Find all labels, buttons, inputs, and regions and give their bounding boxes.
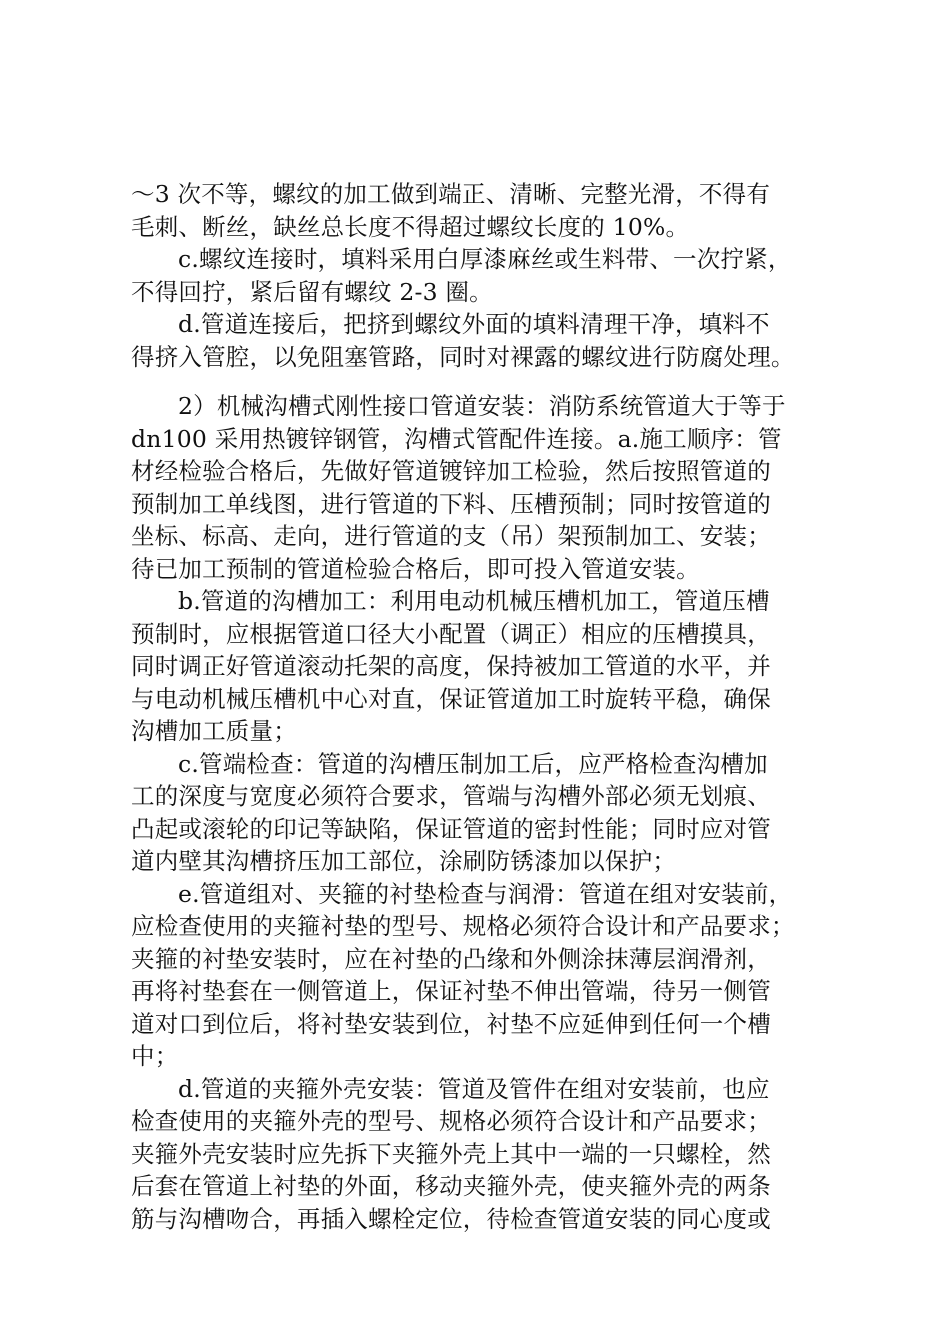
- paragraph-start-line: d.管道的夹箍外壳安装：管道及管件在组对安装前，也应: [178, 1074, 770, 1103]
- text-line: 预制加工单线图，进行管道的下料、压槽预制；同时按管道的: [131, 489, 771, 518]
- text-line: 得挤入管腔，以免阻塞管路，同时对裸露的螺纹进行防腐处理。: [131, 342, 795, 371]
- paragraph-start-line: d.管道连接后，把挤到螺纹外面的填料清理干净，填料不: [178, 310, 770, 338]
- paragraph-start-line: c.管端检查：管道的沟槽压制加工后，应严格检查沟槽加: [178, 749, 768, 778]
- text-line: ～3 次不等，螺纹的加工做到端正、清晰、完整光滑，不得有: [131, 180, 771, 208]
- text-line: 工的深度与宽度必须符合要求，管端与沟槽外部必须无划痕、: [131, 782, 771, 810]
- text-line: 沟槽加工质量；: [131, 717, 297, 745]
- text-line: 不得回拧，紧后留有螺纹 2-3 圈。: [131, 277, 493, 306]
- text-line: 道对口到位后，将衬垫安装到位，衬垫不应延伸到任何一个槽: [131, 1009, 771, 1038]
- text-line: 再将衬垫套在一侧管道上，保证衬垫不伸出管端，待另一侧管: [131, 977, 771, 1005]
- paragraph-start-line: c.螺纹连接时，填料采用白厚漆麻丝或生料带、一次拧紧，: [178, 245, 792, 273]
- text-line: 预制时，应根据管道口径大小配置（调正）相应的压槽摸具，: [131, 619, 771, 648]
- text-line: 夹箍的衬垫安装时，应在衬垫的凸缘和外侧涂抹薄层润滑剂，: [131, 944, 771, 973]
- paragraph-start-line: b.管道的沟槽加工：利用电动机械压槽机加工，管道压槽: [178, 587, 770, 615]
- text-line: 材经检验合格后，先做好管道镀锌加工检验，然后按照管道的: [131, 457, 771, 485]
- text-line: 凸起或滚轮的印记等缺陷，保证管道的密封性能；同时应对管: [131, 814, 771, 843]
- text-line: 与电动机械压槽机中心对直，保证管道加工时旋转平稳，确保: [131, 684, 771, 713]
- text-line: 道内壁其沟槽挤压加工部位，涂刷防锈漆加以保护；: [131, 847, 677, 875]
- text-line: 检查使用的夹箍外壳的型号、规格必须符合设计和产品要求；: [131, 1107, 771, 1135]
- text-line: 夹箍外壳安装时应先拆下夹箍外壳上其中一端的一只螺栓，然: [131, 1139, 771, 1168]
- text-line: 同时调正好管道滚动托架的高度，保持被加工管道的水平，并: [131, 652, 771, 680]
- paragraph-start-line: 2）机械沟槽式刚性接口管道安装：消防系统管道大于等于: [178, 392, 786, 420]
- text-line: 后套在管道上衬垫的外面，移动夹箍外壳，使夹箍外壳的两条: [131, 1172, 771, 1200]
- text-section-1: [131, 178, 831, 373]
- text-line: 筋与沟槽吻合，再插入螺栓定位，待检查管道安装的同心度或: [131, 1204, 771, 1233]
- text-line: 中；: [131, 1042, 179, 1070]
- text-section-2: [131, 390, 831, 1235]
- text-line: 毛刺、断丝，缺丝总长度不得超过螺纹长度的 10%。: [131, 212, 690, 241]
- text-line: 待已加工预制的管道检验合格后，即可投入管道安装。: [131, 554, 700, 583]
- text-line: dn100 采用热镀锌钢管，沟槽式管配件连接。a.施工顺序：管: [131, 424, 782, 453]
- text-line: 坐标、标高、走向，进行管道的支（吊）架预制加工、安装；: [131, 522, 771, 550]
- text-line: 应检查使用的夹箍衬垫的型号、规格必须符合设计和产品要求；: [131, 912, 795, 940]
- paragraph-start-line: e.管道组对、夹箍的衬垫检查与润滑：管道在组对安装前，: [178, 879, 793, 908]
